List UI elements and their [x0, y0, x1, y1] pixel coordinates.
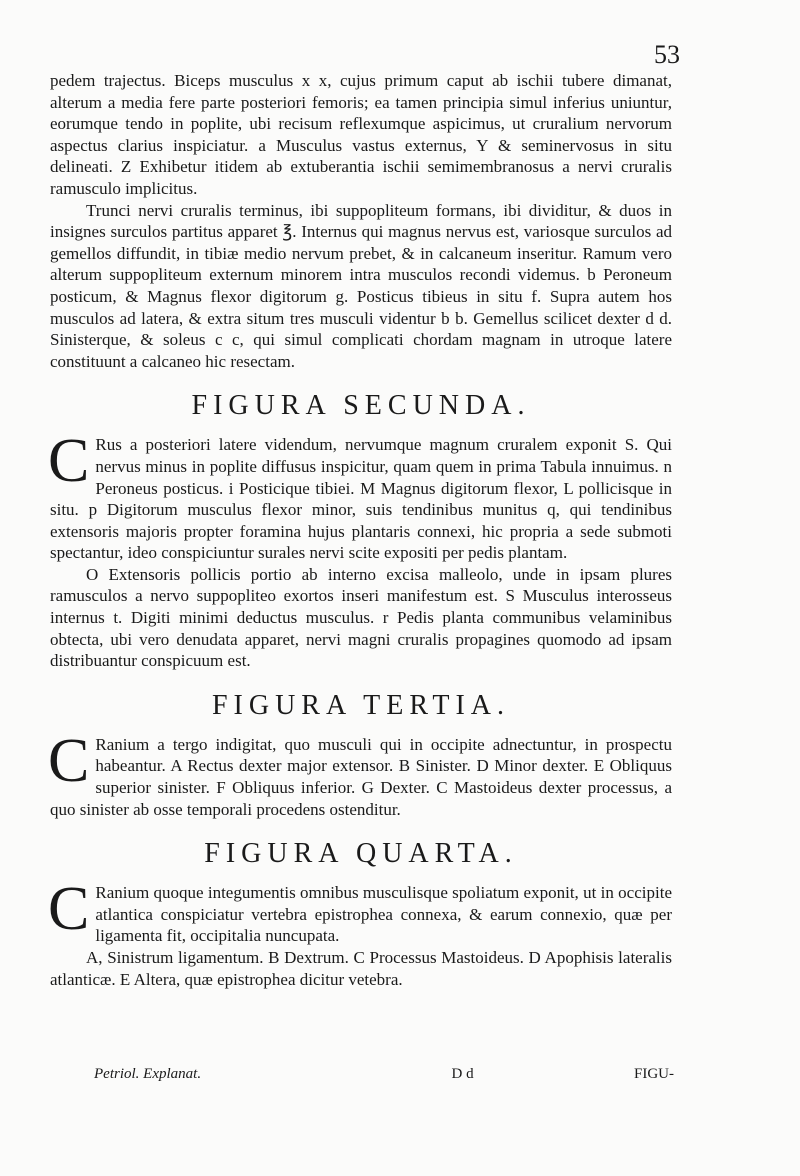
paragraph-crus-text: Rus a posteriori latere videndum, nervumque magnum cruralem exponit S. Qui nervus minus in poplite diffusus inspicitur, quam quem in prima Tabula innuimus. n Peroneus posticus. i Posticique tibiei. M Magnus digitorum flexor, L pollicisque in situ. p Digitorum musculus flexor minor, suis tendinibus munitus q, qui tendinibus extensoris majoris propter foramina hujus plantaris connexi, hic propria a sede submoti spectantur, ideo conspiciuntur surales nervi scite expositi per pedis plantam. [50, 435, 672, 563]
page-footer [50, 1066, 674, 1083]
paragraph-cranium-tergo [48, 726, 672, 820]
paragraph-cranium-integumentis [48, 875, 672, 947]
footer-signature: D d [451, 1066, 474, 1082]
heading-figura-secunda: FIGURA SECUNDA. [191, 390, 531, 422]
footer-running-title: Petriol. Explanat. [94, 1066, 202, 1082]
drop-cap: C [48, 427, 90, 496]
paragraph-crus [48, 427, 672, 564]
text-column [50, 70, 672, 990]
footer-catchword: FIGU- [633, 1066, 674, 1082]
page-number: 53 [654, 40, 680, 69]
paragraph-ligamentum: A, Sinistrum ligamentum. B Dextrum. C Processus Mastoideus. D Apophisis lateralis atlanticæ. E Altera, quæ epistrophea dicitur vetebra. [50, 948, 672, 989]
paragraph-cranium-integumentis-text: Ranium quoque integumentis omnibus musculisque spoliatum exponit, ut in occipite atlantica conspiciatur vertebra epistrophea connexa, & earum connexio, quæ per ligamenta fit, occipitalia nuncupata. [95, 883, 672, 946]
paragraph-trunci: Trunci nervi cruralis terminus, ibi suppopliteum formans, ibi dividitur, & duos in insignes surculos partitus apparet ℥. Internus qui magnus nervus est, variosque surculos ad gemellos diffundit, in tibiæ medio nervum prebet, & in calcaneum inseritur. Ramum vero alterum suppopliteum externum minorem intra musculos recondi videmus. b Peroneum posticum, & Magnus flexor digitorum g. Posticus tibieus in situ f. Supra autem hos musculos ad latera, & extra situm tres musculi videntur b b. Gemellus scilicet dexter d d. Sinisterque, & soleus c c, qui simul complicati chordam magnam in utroque latere constituunt a calcaneo hic resectam. [50, 200, 672, 371]
drop-cap: C [48, 875, 90, 944]
drop-cap: C [48, 726, 90, 795]
heading-figura-quarta: FIGURA QUARTA. [204, 838, 518, 870]
paragraph-cranium-tergo-text: Ranium a tergo indigitat, quo musculi qui in occipite adnectuntur, in prospectu habeantur. A Rectus dexter major extensor. B Sinister. D Minor dexter. E Obliquus superior sinister. F Obliquus inferior. G Dexter. C Mastoideus dexter processus, a quo sinister ab osse temporali procedens ostenditur. [50, 734, 672, 819]
paragraph-continued: pedem trajectus. Biceps musculus x x, cujus primum caput ab ischii tubere dimanat, alterum a media fere parte posteriori femoris; ea tamen principia simul inferius uniuntur, eorumque tendo in poplite, ubi recisum reflexumque aspicimus, ut cruralium nervorum aspectus clarius inspiciatur. a Musculus vastus externus, Y & seminervosus in situ delineati. Z Exhibetur itidem ab extuberantia ischii semimembranosus a nervi cruralis ramusculo implicitus. [50, 71, 672, 198]
paragraph-extensoris: O Extensoris pollicis portio ab interno excisa malleolo, unde in ipsam plures ramusculos a nervo suppopliteo exortos inseri manifestum est. S Musculus interosseus internus t. Digiti minimi deductus musculus. r Pedis planta communibus velaminibus obtecta, ubi vero denudata apparet, nervi magni cruralis propagines quomodo ad ipsam distribuantur conspicuum est. [50, 564, 672, 671]
heading-figura-tertia: FIGURA TERTIA. [211, 689, 511, 721]
